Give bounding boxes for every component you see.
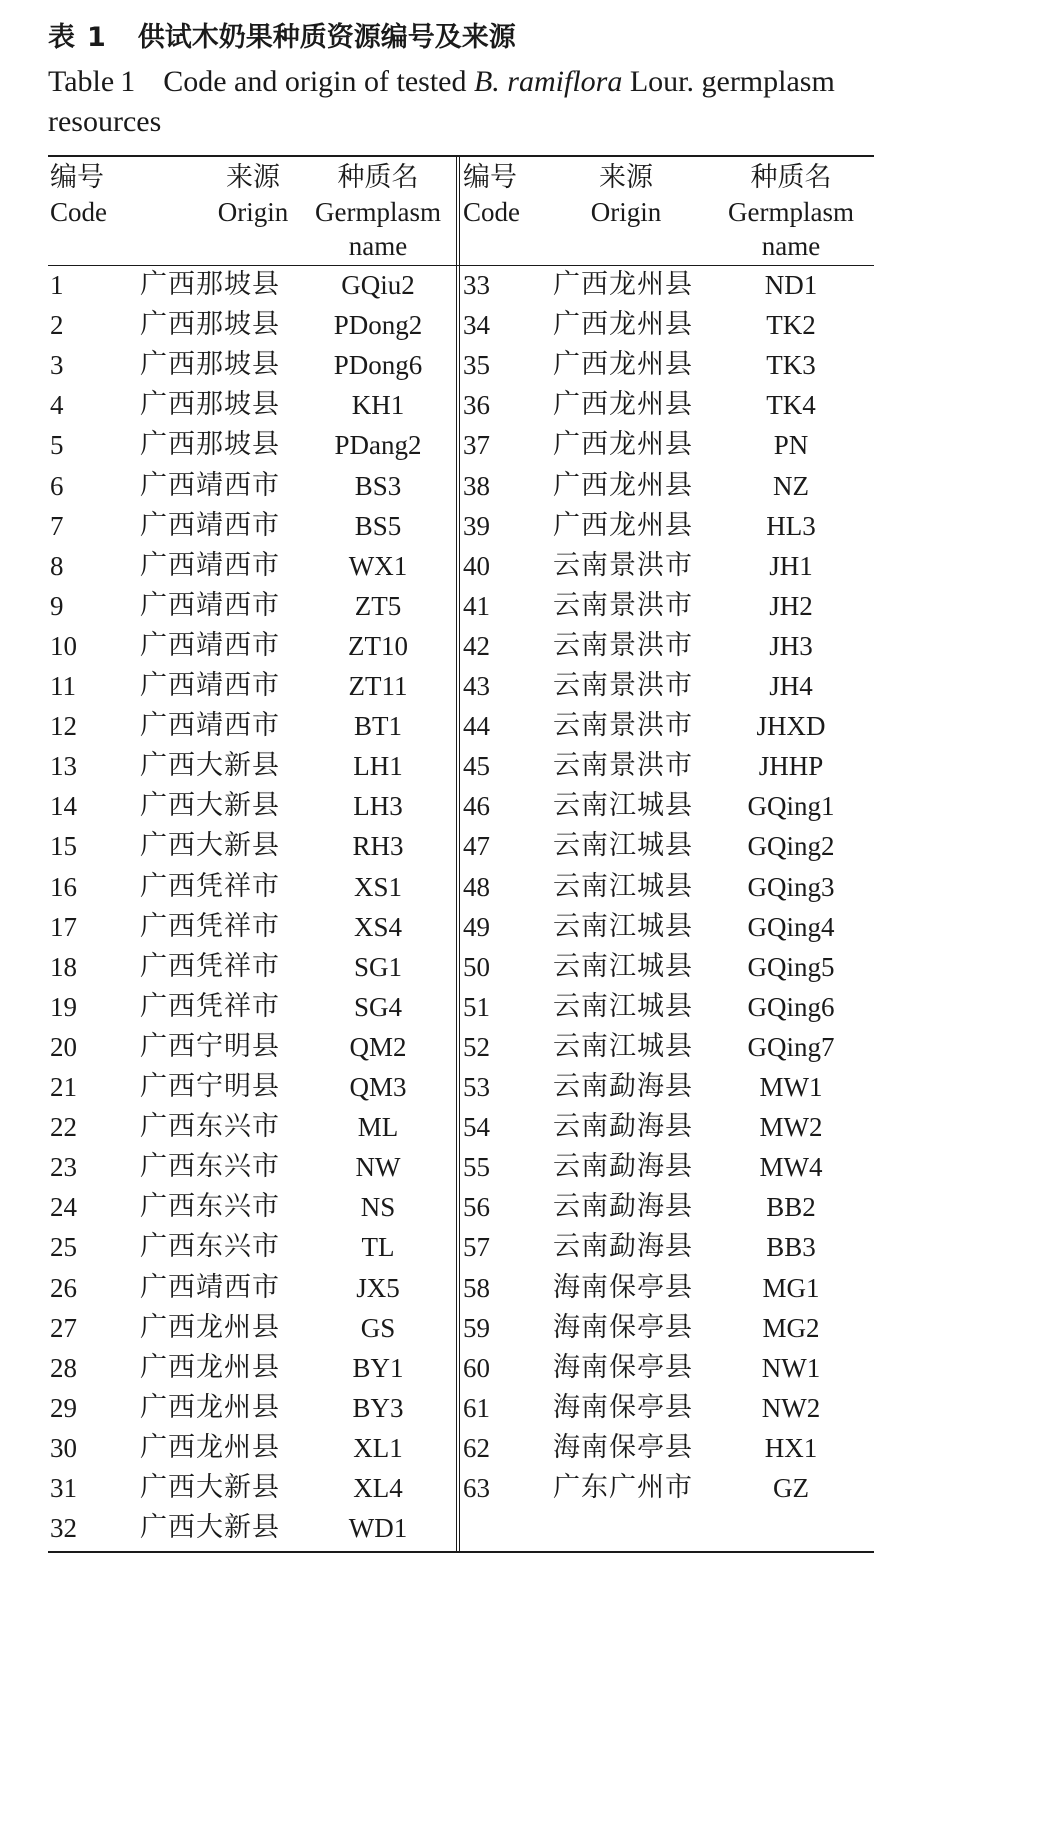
germplasm-name-cell: GQing1 bbox=[747, 791, 835, 822]
germplasm-name-cell: NW bbox=[355, 1152, 401, 1183]
header-origin-cn: 来源 bbox=[599, 162, 653, 193]
origin-cell: 广西东兴市 bbox=[140, 1111, 280, 1143]
germplasm-name-cell: BS5 bbox=[354, 510, 402, 541]
code-cell: 59 bbox=[463, 1312, 490, 1343]
germplasm-name-cell: PN bbox=[773, 430, 809, 461]
germplasm-name-cell: ZT10 bbox=[348, 630, 408, 661]
germplasm-name-cell: WD1 bbox=[348, 1513, 408, 1544]
origin-cell: 云南江城县 bbox=[553, 910, 693, 942]
caption-title-cn: 供试木奶果种质资源编号及来源 bbox=[137, 22, 516, 53]
code-cell: 47 bbox=[463, 831, 490, 862]
origin-cell: 广西那坡县 bbox=[140, 389, 280, 421]
germplasm-name-cell: HX1 bbox=[764, 1432, 818, 1463]
germplasm-name-cell: ZT5 bbox=[354, 590, 402, 621]
caption-label-cn: 表 bbox=[48, 22, 75, 53]
origin-cell: 广西龙州县 bbox=[140, 1431, 280, 1463]
origin-cell: 云南景洪市 bbox=[553, 750, 693, 782]
germplasm-name-cell: LH1 bbox=[353, 751, 403, 782]
germplasm-name-cell: NW2 bbox=[761, 1392, 821, 1423]
germplasm-name-cell: LH3 bbox=[353, 791, 403, 822]
header-code-cn: 编号 bbox=[463, 162, 517, 193]
code-cell: 51 bbox=[463, 991, 490, 1022]
code-cell: 13 bbox=[50, 751, 77, 782]
code-cell: 48 bbox=[463, 871, 490, 902]
origin-cell: 云南江城县 bbox=[553, 830, 693, 862]
origin-cell: 云南江城县 bbox=[553, 1030, 693, 1062]
origin-cell: 云南江城县 bbox=[553, 790, 693, 822]
origin-cell: 广西东兴市 bbox=[140, 1231, 280, 1263]
header-name-cn: 种质名 bbox=[337, 162, 419, 193]
germplasm-name-cell: TK4 bbox=[766, 390, 816, 421]
origin-cell: 云南景洪市 bbox=[553, 549, 693, 581]
origin-cell: 海南保亭县 bbox=[553, 1431, 693, 1463]
germplasm-name-cell: XL4 bbox=[353, 1473, 403, 1503]
code-cell: 8 bbox=[50, 550, 64, 581]
origin-cell: 广西大新县 bbox=[140, 750, 280, 782]
header-name-en-line1: Germplasm bbox=[728, 197, 854, 227]
table-caption-en bbox=[48, 62, 888, 142]
origin-cell: 云南勐海县 bbox=[553, 1071, 693, 1102]
germplasm-name-cell: JH3 bbox=[769, 630, 813, 661]
origin-cell: 云南勐海县 bbox=[553, 1191, 693, 1223]
caption-number-cn: 1 bbox=[87, 22, 106, 53]
origin-cell: 海南保亭县 bbox=[553, 1351, 693, 1383]
origin-cell: 云南勐海县 bbox=[553, 1151, 693, 1183]
header-origin-cn: 来源 bbox=[226, 162, 280, 193]
origin-cell: 广西那坡县 bbox=[140, 309, 280, 341]
origin-cell: 云南景洪市 bbox=[553, 670, 693, 701]
code-cell: 33 bbox=[463, 270, 490, 300]
code-cell: 18 bbox=[50, 951, 77, 982]
header-code-en: Code bbox=[50, 197, 107, 227]
code-cell: 57 bbox=[463, 1232, 490, 1263]
origin-cell: 云南江城县 bbox=[553, 950, 693, 982]
header-code bbox=[50, 161, 107, 229]
header-origin-en: Origin bbox=[590, 197, 662, 227]
table-caption-cn bbox=[48, 18, 516, 58]
origin-cell: 广西东兴市 bbox=[140, 1191, 280, 1223]
germplasm-name-cell: ML bbox=[357, 1112, 399, 1143]
origin-cell: 广西靖西市 bbox=[140, 710, 280, 742]
code-cell: 36 bbox=[463, 390, 490, 421]
origin-cell: 广西龙州县 bbox=[140, 1391, 280, 1423]
origin-cell: 广西那坡县 bbox=[140, 269, 280, 300]
code-cell: 42 bbox=[463, 630, 490, 661]
origin-cell: 广西龙州县 bbox=[553, 349, 693, 381]
code-cell: 12 bbox=[50, 711, 77, 742]
germplasm-name-cell: NS bbox=[360, 1192, 396, 1223]
code-cell: 63 bbox=[463, 1473, 490, 1503]
origin-cell: 广西龙州县 bbox=[553, 509, 693, 541]
code-cell: 62 bbox=[463, 1432, 490, 1463]
germplasm-name-cell: BS3 bbox=[354, 470, 402, 501]
code-cell: 53 bbox=[463, 1072, 490, 1102]
caption-number-en: 1 bbox=[120, 65, 136, 98]
header-code bbox=[463, 161, 520, 229]
origin-cell: 广西靖西市 bbox=[140, 1271, 280, 1303]
origin-cell: 广西龙州县 bbox=[553, 309, 693, 341]
germplasm-name-cell: QM2 bbox=[349, 1031, 407, 1062]
code-cell: 6 bbox=[50, 470, 64, 501]
germplasm-name-cell: JHHP bbox=[758, 751, 824, 782]
germplasm-name-cell: PDong2 bbox=[333, 310, 423, 341]
code-cell: 24 bbox=[50, 1192, 77, 1223]
germplasm-name-cell: XS4 bbox=[353, 911, 402, 942]
origin-cell: 广西龙州县 bbox=[553, 269, 693, 300]
origin-cell: 广西靖西市 bbox=[140, 549, 280, 581]
code-cell: 20 bbox=[50, 1031, 77, 1062]
code-cell: 60 bbox=[463, 1352, 490, 1383]
origin-cell: 海南保亭县 bbox=[553, 1311, 693, 1343]
code-cell: 35 bbox=[463, 350, 490, 381]
germplasm-name-cell: BT1 bbox=[353, 711, 402, 742]
header-origin bbox=[556, 161, 696, 229]
origin-cell: 广西凭祥市 bbox=[140, 870, 280, 902]
code-cell: 16 bbox=[50, 871, 77, 902]
table-top-rule bbox=[48, 155, 874, 157]
germplasm-name-cell: TK2 bbox=[766, 310, 816, 341]
caption-title-en-before: Code and origin of tested bbox=[163, 65, 474, 98]
germplasm-name-cell: JH4 bbox=[769, 671, 813, 701]
code-cell: 14 bbox=[50, 791, 77, 822]
germplasm-name-cell: RH3 bbox=[352, 831, 404, 862]
origin-cell: 广西凭祥市 bbox=[140, 990, 280, 1022]
origin-cell: 云南江城县 bbox=[553, 990, 693, 1022]
code-cell: 32 bbox=[50, 1513, 77, 1544]
header-name-en-line2: name bbox=[348, 231, 408, 261]
germplasm-name-cell: TK3 bbox=[766, 350, 816, 381]
germplasm-name-cell: BY3 bbox=[352, 1392, 404, 1423]
origin-cell: 广西凭祥市 bbox=[140, 950, 280, 982]
origin-cell: 广西大新县 bbox=[140, 830, 280, 862]
origin-cell: 广西宁明县 bbox=[140, 1030, 280, 1062]
caption-label-en: Table bbox=[48, 65, 115, 98]
header-code-cn: 编号 bbox=[50, 162, 104, 193]
code-cell: 27 bbox=[50, 1312, 77, 1343]
code-cell: 44 bbox=[463, 711, 490, 742]
code-cell: 22 bbox=[50, 1112, 77, 1143]
origin-cell: 广西龙州县 bbox=[140, 1351, 280, 1383]
code-cell: 28 bbox=[50, 1352, 77, 1383]
code-cell: 46 bbox=[463, 791, 490, 822]
code-cell: 49 bbox=[463, 911, 490, 942]
germplasm-name-cell: BY1 bbox=[352, 1352, 404, 1383]
table-bottom-rule bbox=[48, 1551, 874, 1553]
code-cell: 34 bbox=[463, 310, 490, 341]
code-cell: 1 bbox=[50, 270, 64, 300]
code-cell: 23 bbox=[50, 1152, 77, 1183]
germplasm-name-cell: GQing3 bbox=[747, 871, 835, 902]
code-cell: 41 bbox=[463, 590, 490, 621]
germplasm-name-cell: JHXD bbox=[756, 711, 826, 742]
code-cell: 39 bbox=[463, 510, 490, 541]
code-cell: 2 bbox=[50, 310, 64, 341]
origin-cell: 广西龙州县 bbox=[553, 469, 693, 501]
germplasm-name-cell: PDong6 bbox=[333, 350, 423, 381]
code-cell: 3 bbox=[50, 350, 64, 381]
caption-title-en-after: Lour. germplasm resources bbox=[48, 65, 835, 138]
origin-cell: 云南江城县 bbox=[553, 870, 693, 902]
origin-cell: 广西靖西市 bbox=[140, 509, 280, 541]
germplasm-name-cell: PDang2 bbox=[334, 430, 422, 461]
code-cell: 11 bbox=[50, 671, 76, 701]
origin-cell: 云南景洪市 bbox=[553, 589, 693, 621]
germplasm-name-cell: QM3 bbox=[349, 1072, 407, 1102]
germplasm-name-cell: GQing7 bbox=[747, 1031, 835, 1062]
header-name-en-line1: Germplasm bbox=[315, 197, 441, 227]
origin-cell: 广东广州市 bbox=[553, 1472, 693, 1503]
origin-cell: 广西东兴市 bbox=[140, 1151, 280, 1183]
code-cell: 7 bbox=[50, 510, 64, 541]
germplasm-name-cell: GQing5 bbox=[747, 951, 835, 982]
germplasm-name-cell: TL bbox=[361, 1232, 395, 1263]
origin-cell: 广西龙州县 bbox=[140, 1311, 280, 1343]
code-cell: 29 bbox=[50, 1392, 77, 1423]
header-name-en-line2: name bbox=[761, 231, 821, 261]
code-cell: 15 bbox=[50, 831, 77, 862]
germplasm-name-cell: NZ bbox=[773, 470, 809, 501]
code-cell: 52 bbox=[463, 1031, 490, 1062]
germplasm-name-cell: HL3 bbox=[766, 510, 816, 541]
germplasm-name-cell: MW2 bbox=[759, 1112, 823, 1143]
germplasm-name-cell: JX5 bbox=[356, 1272, 400, 1303]
code-cell: 38 bbox=[463, 470, 490, 501]
code-cell: 9 bbox=[50, 590, 64, 621]
code-cell: 43 bbox=[463, 671, 490, 701]
origin-cell: 云南勐海县 bbox=[553, 1231, 693, 1263]
germplasm-name-cell: XS1 bbox=[353, 871, 402, 902]
code-cell: 56 bbox=[463, 1192, 490, 1223]
origin-cell: 广西龙州县 bbox=[553, 429, 693, 461]
origin-cell: 广西龙州县 bbox=[553, 389, 693, 421]
code-cell: 10 bbox=[50, 630, 77, 661]
code-cell: 26 bbox=[50, 1272, 77, 1303]
code-cell: 54 bbox=[463, 1112, 490, 1143]
germplasm-name-cell: NW1 bbox=[761, 1352, 821, 1383]
germplasm-name-cell: GZ bbox=[773, 1473, 809, 1503]
code-cell: 50 bbox=[463, 951, 490, 982]
code-cell: 31 bbox=[50, 1473, 77, 1503]
germplasm-name-cell: ND1 bbox=[764, 270, 818, 300]
germplasm-name-cell: KH1 bbox=[351, 390, 405, 421]
table-double-divider bbox=[456, 157, 460, 1551]
header-code-en: Code bbox=[463, 197, 520, 227]
germplasm-name-cell: MG2 bbox=[762, 1312, 820, 1343]
germplasm-name-cell: JH1 bbox=[769, 550, 813, 581]
origin-cell: 云南景洪市 bbox=[553, 629, 693, 661]
germplasm-name-cell: ZT11 bbox=[348, 671, 408, 701]
code-cell: 4 bbox=[50, 390, 64, 421]
origin-cell: 海南保亭县 bbox=[553, 1271, 693, 1303]
code-cell: 17 bbox=[50, 911, 77, 942]
origin-cell: 广西那坡县 bbox=[140, 429, 280, 461]
code-cell: 40 bbox=[463, 550, 490, 581]
origin-cell: 广西大新县 bbox=[140, 790, 280, 822]
origin-cell: 广西靖西市 bbox=[140, 629, 280, 661]
origin-cell: 广西宁明县 bbox=[140, 1071, 280, 1102]
header-origin-en: Origin bbox=[217, 197, 289, 227]
code-cell: 55 bbox=[463, 1152, 490, 1183]
code-cell: 61 bbox=[463, 1392, 490, 1423]
origin-cell: 云南景洪市 bbox=[553, 710, 693, 742]
origin-cell: 广西靖西市 bbox=[140, 589, 280, 621]
header-name-cn: 种质名 bbox=[750, 162, 832, 193]
germplasm-name-cell: GQing2 bbox=[747, 831, 835, 862]
germplasm-name-cell: BB2 bbox=[766, 1192, 816, 1223]
origin-cell: 广西大新县 bbox=[140, 1472, 280, 1503]
code-cell: 37 bbox=[463, 430, 490, 461]
origin-cell: 广西凭祥市 bbox=[140, 910, 280, 942]
germplasm-name-cell: GQing6 bbox=[747, 991, 835, 1022]
germplasm-name-cell: GQiu2 bbox=[341, 270, 415, 300]
origin-cell: 广西靖西市 bbox=[140, 469, 280, 501]
code-cell: 45 bbox=[463, 751, 490, 782]
origin-cell: 广西靖西市 bbox=[140, 670, 280, 701]
germplasm-name-cell: JH2 bbox=[769, 590, 813, 621]
germplasm-name-cell: SG4 bbox=[353, 991, 402, 1022]
germplasm-name-cell: BB3 bbox=[766, 1232, 816, 1263]
origin-cell: 云南勐海县 bbox=[553, 1111, 693, 1143]
code-cell: 5 bbox=[50, 430, 64, 461]
germplasm-name-cell: GS bbox=[360, 1312, 396, 1343]
germplasm-name-cell: WX1 bbox=[348, 550, 408, 581]
germplasm-name-cell: MW1 bbox=[759, 1072, 823, 1102]
germplasm-name-cell: MG1 bbox=[762, 1272, 820, 1303]
origin-cell: 广西那坡县 bbox=[140, 349, 280, 381]
code-cell: 19 bbox=[50, 991, 77, 1022]
code-cell: 25 bbox=[50, 1232, 77, 1263]
header-germplasm-name bbox=[711, 161, 871, 263]
origin-cell: 广西大新县 bbox=[140, 1512, 280, 1544]
germplasm-name-cell: MW4 bbox=[759, 1152, 823, 1183]
code-cell: 58 bbox=[463, 1272, 490, 1303]
header-germplasm-name bbox=[303, 161, 453, 263]
code-cell: 21 bbox=[50, 1072, 77, 1102]
germplasm-name-cell: GQing4 bbox=[747, 911, 835, 942]
germplasm-name-cell: XL1 bbox=[353, 1432, 403, 1463]
germplasm-name-cell: SG1 bbox=[353, 951, 402, 982]
code-cell: 30 bbox=[50, 1432, 77, 1463]
caption-species-name: B. ramiflora bbox=[473, 65, 623, 98]
origin-cell: 海南保亭县 bbox=[553, 1391, 693, 1423]
